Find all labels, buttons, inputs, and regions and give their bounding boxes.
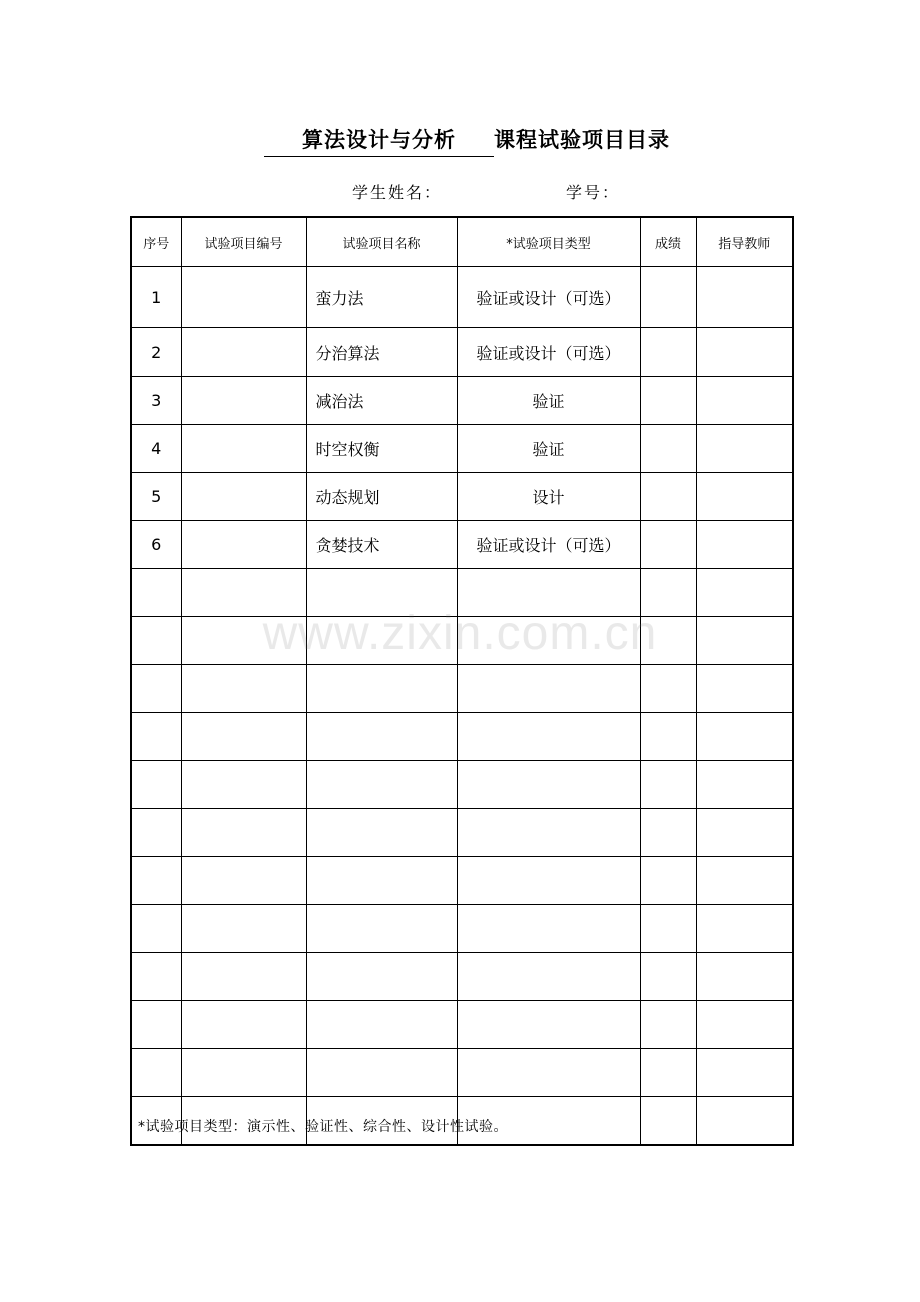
cell-teacher <box>696 377 793 425</box>
header-type: *试验项目类型 <box>457 217 640 267</box>
header-no: 序号 <box>131 217 181 267</box>
empty-cell <box>181 1049 306 1097</box>
watermark: www.zixin.com.cn <box>262 607 658 660</box>
cell-score <box>640 267 696 328</box>
empty-cell <box>131 857 181 905</box>
empty-cell <box>181 905 306 953</box>
empty-cell <box>696 569 793 617</box>
cell-teacher <box>696 267 793 328</box>
table-row <box>131 521 793 569</box>
empty-cell <box>696 713 793 761</box>
empty-table-row <box>131 713 793 761</box>
empty-cell <box>696 1097 793 1146</box>
empty-table-row <box>131 953 793 1001</box>
empty-cell <box>696 857 793 905</box>
empty-table-row <box>131 665 793 713</box>
cell-name: 分治算法 <box>306 328 457 377</box>
empty-table-row <box>131 617 793 665</box>
experiment-table <box>130 216 794 1146</box>
cell-name: 减治法 <box>306 377 457 425</box>
table-row <box>131 377 793 425</box>
cell-name: 贪婪技术 <box>306 521 457 569</box>
empty-cell <box>696 905 793 953</box>
empty-table-row <box>131 809 793 857</box>
empty-table-row <box>131 569 793 617</box>
empty-cell <box>131 905 181 953</box>
empty-cell <box>131 761 181 809</box>
cell-no: 5 <box>131 473 181 521</box>
cell-no: 6 <box>131 521 181 569</box>
empty-cell <box>457 857 640 905</box>
table-row <box>131 328 793 377</box>
empty-cell <box>640 713 696 761</box>
empty-table-row <box>131 905 793 953</box>
empty-cell <box>640 1001 696 1049</box>
cell-type: 验证 <box>457 377 640 425</box>
empty-cell <box>131 809 181 857</box>
empty-cell <box>306 905 457 953</box>
empty-cell <box>457 809 640 857</box>
empty-cell <box>457 1049 640 1097</box>
cell-score <box>640 521 696 569</box>
empty-cell <box>457 953 640 1001</box>
student-name-label: 学生姓名： <box>352 183 443 202</box>
cell-score <box>640 377 696 425</box>
cell-score <box>640 473 696 521</box>
empty-cell <box>181 761 306 809</box>
empty-cell <box>306 761 457 809</box>
empty-cell <box>306 665 457 713</box>
cell-teacher <box>696 521 793 569</box>
empty-cell <box>457 665 640 713</box>
empty-cell <box>640 953 696 1001</box>
cell-type: 验证或设计（可选） <box>457 521 640 569</box>
cell-type: 验证或设计（可选） <box>457 267 640 328</box>
cell-code <box>181 425 306 473</box>
header-name: 试验项目名称 <box>306 217 457 267</box>
empty-cell <box>131 665 181 713</box>
empty-cell <box>306 809 457 857</box>
empty-cell <box>457 569 640 617</box>
empty-cell <box>457 905 640 953</box>
empty-cell <box>131 713 181 761</box>
empty-cell <box>181 1001 306 1049</box>
empty-cell <box>640 665 696 713</box>
empty-cell <box>181 713 306 761</box>
empty-cell <box>306 953 457 1001</box>
header-teacher: 指导教师 <box>696 217 793 267</box>
empty-cell <box>131 1049 181 1097</box>
empty-cell <box>181 665 306 713</box>
empty-cell <box>457 761 640 809</box>
empty-cell <box>131 569 181 617</box>
course-name: 算法设计与分析 <box>264 124 494 157</box>
cell-type: 验证 <box>457 425 640 473</box>
empty-cell <box>181 617 306 665</box>
empty-cell <box>640 905 696 953</box>
header-code: 试验项目编号 <box>181 217 306 267</box>
empty-table-row <box>131 857 793 905</box>
empty-cell <box>131 617 181 665</box>
table-row <box>131 425 793 473</box>
empty-cell <box>640 1097 696 1146</box>
empty-cell <box>696 1001 793 1049</box>
empty-cell <box>640 1049 696 1097</box>
cell-name: 时空权衡 <box>306 425 457 473</box>
empty-cell <box>306 569 457 617</box>
empty-cell <box>640 569 696 617</box>
empty-cell <box>181 953 306 1001</box>
cell-teacher <box>696 473 793 521</box>
cell-no: 4 <box>131 425 181 473</box>
empty-cell <box>306 1001 457 1049</box>
empty-cell <box>306 857 457 905</box>
cell-code <box>181 377 306 425</box>
empty-cell <box>306 1049 457 1097</box>
empty-cell <box>640 617 696 665</box>
empty-table-row <box>131 1001 793 1049</box>
empty-table-row <box>131 1049 793 1097</box>
cell-no: 3 <box>131 377 181 425</box>
empty-cell <box>696 665 793 713</box>
table-row <box>131 267 793 328</box>
cell-code <box>181 328 306 377</box>
title-suffix: 课程试验项目目录 <box>494 128 670 152</box>
table-header-row <box>131 217 793 267</box>
empty-cell <box>181 809 306 857</box>
cell-score <box>640 425 696 473</box>
cell-type: 设计 <box>457 473 640 521</box>
student-id-label: 学号： <box>566 183 621 202</box>
empty-cell <box>457 1001 640 1049</box>
cell-name: 蛮力法 <box>306 267 457 328</box>
empty-cell <box>640 761 696 809</box>
empty-cell <box>457 617 640 665</box>
empty-cell <box>696 809 793 857</box>
cell-type: 验证或设计（可选） <box>457 328 640 377</box>
cell-no: 1 <box>131 267 181 328</box>
cell-name: 动态规划 <box>306 473 457 521</box>
empty-cell <box>131 1001 181 1049</box>
cell-score <box>640 328 696 377</box>
cell-code <box>181 267 306 328</box>
table-row <box>131 473 793 521</box>
page-title <box>0 124 920 157</box>
empty-cell <box>696 617 793 665</box>
header-score: 成绩 <box>640 217 696 267</box>
empty-cell <box>696 953 793 1001</box>
empty-cell <box>306 713 457 761</box>
cell-code <box>181 521 306 569</box>
empty-cell <box>306 617 457 665</box>
empty-table-row <box>131 761 793 809</box>
footnote: *试验项目类型：演示性、验证性、综合性、设计性试验。 <box>138 1119 508 1135</box>
empty-cell <box>696 1049 793 1097</box>
empty-cell <box>696 761 793 809</box>
cell-no: 2 <box>131 328 181 377</box>
empty-cell <box>131 953 181 1001</box>
empty-cell <box>181 569 306 617</box>
cell-teacher <box>696 425 793 473</box>
empty-cell <box>640 809 696 857</box>
empty-cell <box>181 857 306 905</box>
empty-cell <box>457 713 640 761</box>
empty-cell <box>640 857 696 905</box>
cell-teacher <box>696 328 793 377</box>
cell-code <box>181 473 306 521</box>
